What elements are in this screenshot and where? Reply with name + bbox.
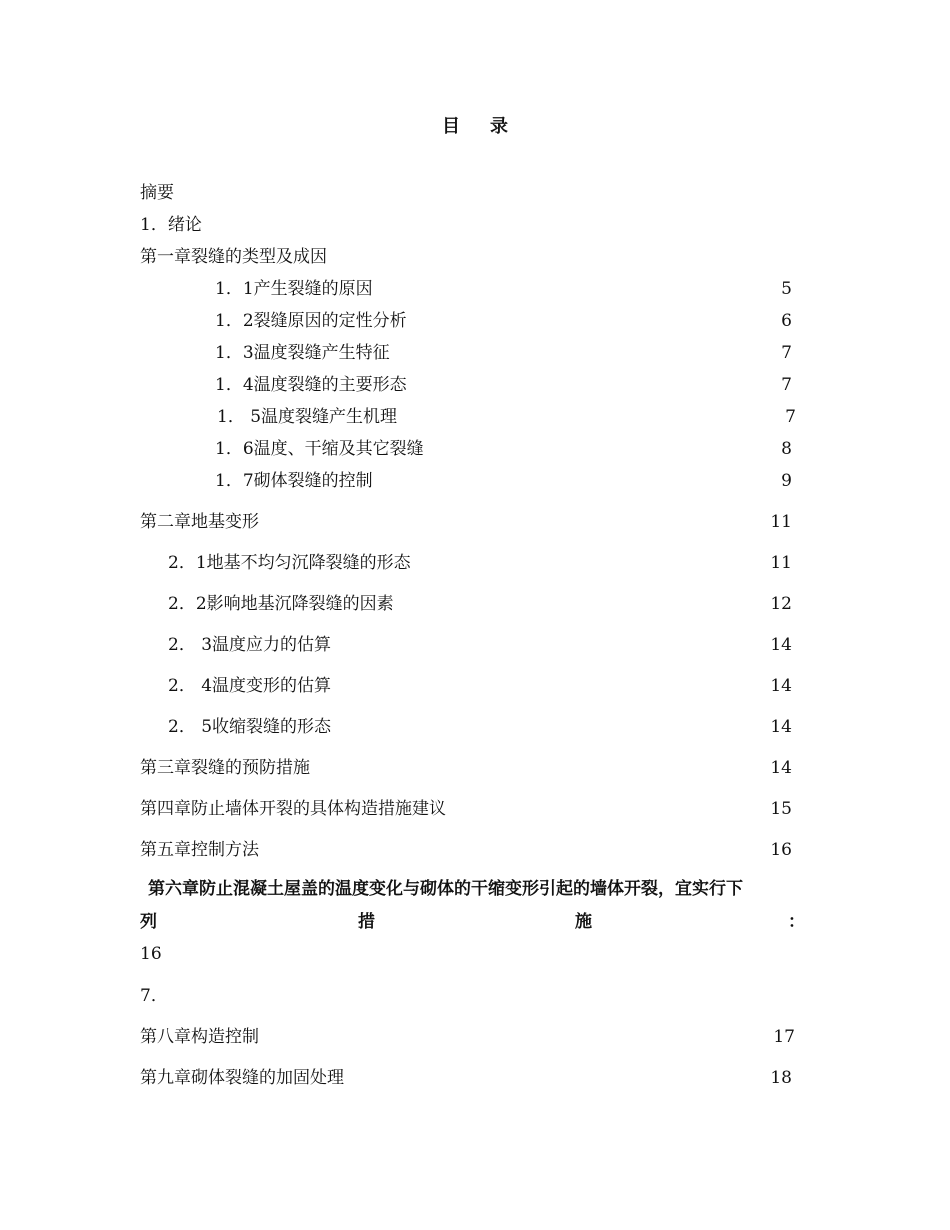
toc-page-number: 15 [770,799,792,819]
toc-entry-section-1-3[interactable] [0,341,950,365]
toc-entry-label: 1．绪论 [140,215,202,235]
toc-page-number: 14 [770,635,792,655]
toc-entry-section-1-1[interactable] [0,277,950,301]
toc-entry-chapter-3[interactable] [0,756,950,780]
toc-entry-label-word: ： [788,912,805,932]
toc-entry-chapter-7[interactable] [0,984,950,1008]
toc-entry-label: 2． 4温度变形的估算 [168,676,332,696]
toc-page-number: 14 [770,717,792,737]
toc-entry-section-2-5[interactable] [0,715,950,739]
toc-page-number: 11 [770,553,792,573]
toc-entry-label: 7． [140,986,168,1006]
toc-entry-section-1-6[interactable] [0,437,950,461]
toc-page-number: 16 [770,840,792,860]
toc-entry-section-2-4[interactable] [0,674,950,698]
toc-entry-label: 第八章构造控制 [140,1027,259,1047]
toc-page-number: 9 [781,471,792,491]
toc-page-number: 6 [781,311,792,331]
toc-page-number: 11 [770,512,792,532]
toc-page-number: 18 [770,1068,792,1088]
toc-page-number: 12 [770,594,792,614]
toc-entry-label: 第九章砌体裂缝的加固处理 [140,1068,344,1088]
toc-entry-label: 第三章裂缝的预防措施 [140,758,310,778]
toc-entry-section-1-5[interactable] [0,405,950,429]
toc-page-number: 14 [770,758,792,778]
toc-entry-label: 1．7砌体裂缝的控制 [215,471,373,491]
toc-page-number: 7 [785,407,796,427]
toc-entry-label: 2．2影响地基沉降裂缝的因素 [168,594,394,614]
toc-entry-section-2-1[interactable] [0,551,950,575]
toc-entry-chapter-8[interactable] [0,1025,950,1049]
toc-entry-section-2-2[interactable] [0,592,950,616]
toc-entry-section-2-3[interactable] [0,633,950,657]
toc-entry-label-line-1: 第六章防止混凝土屋盖的温度变化与砌体的干缩变形引起的墙体开裂，宜实行下 [148,879,743,899]
title-char-2: 录 [490,116,508,137]
toc-entry-label: 1．4温度裂缝的主要形态 [215,375,407,395]
toc-entry-section-1-7[interactable] [0,469,950,493]
toc-page-number: 7 [781,375,792,395]
toc-entry-label: 1．6温度、干缩及其它裂缝 [215,439,424,459]
toc-page-number: 5 [781,279,792,299]
title-char-1: 目 [442,116,460,137]
toc-entry-section-1-2[interactable] [0,309,950,333]
toc-page-number: 14 [770,676,792,696]
page-title [0,112,950,138]
toc-entry-label-word: 列 [140,912,157,932]
toc-entry-label: 1．1产生裂缝的原因 [215,279,373,299]
toc-entry-label: 第五章控制方法 [140,840,259,860]
toc-entry-label-word: 措 [358,912,375,932]
toc-entry-abstract[interactable] [0,181,950,205]
toc-entry-chapter-4[interactable] [0,797,950,821]
toc-entry-label: 2． 5收缩裂缝的形态 [168,717,332,737]
toc-entry-label: 第二章地基变形 [140,512,259,532]
toc-entry-label-word: 施 [575,912,592,932]
toc-page-number: 16 [140,944,162,964]
toc-entry-chapter-5[interactable] [0,838,950,862]
toc-entry-label: 摘要 [140,183,174,203]
toc-entry-label: 1． 5温度裂缝产生机理 [217,407,398,427]
toc-entry-label: 1．3温度裂缝产生特征 [215,343,390,363]
toc-entry-intro[interactable] [0,213,950,237]
toc-page-number: 17 [773,1027,795,1047]
toc-entry-label: 第四章防止墙体开裂的具体构造措施建议 [140,799,446,819]
toc-page-number: 8 [781,439,792,459]
toc-entry-label: 1．2裂缝原因的定性分析 [215,311,407,331]
toc-entry-chapter-2[interactable] [0,510,950,534]
toc-entry-section-1-4[interactable] [0,373,950,397]
toc-entry-label: 2．1地基不均匀沉降裂缝的形态 [168,553,411,573]
toc-entry-chapter-1[interactable] [0,245,950,269]
toc-entry-label: 2． 3温度应力的估算 [168,635,332,655]
toc-page-number: 7 [781,343,792,363]
toc-entry-chapter-9[interactable] [0,1066,950,1090]
toc-entry-label: 第一章裂缝的类型及成因 [140,247,327,267]
